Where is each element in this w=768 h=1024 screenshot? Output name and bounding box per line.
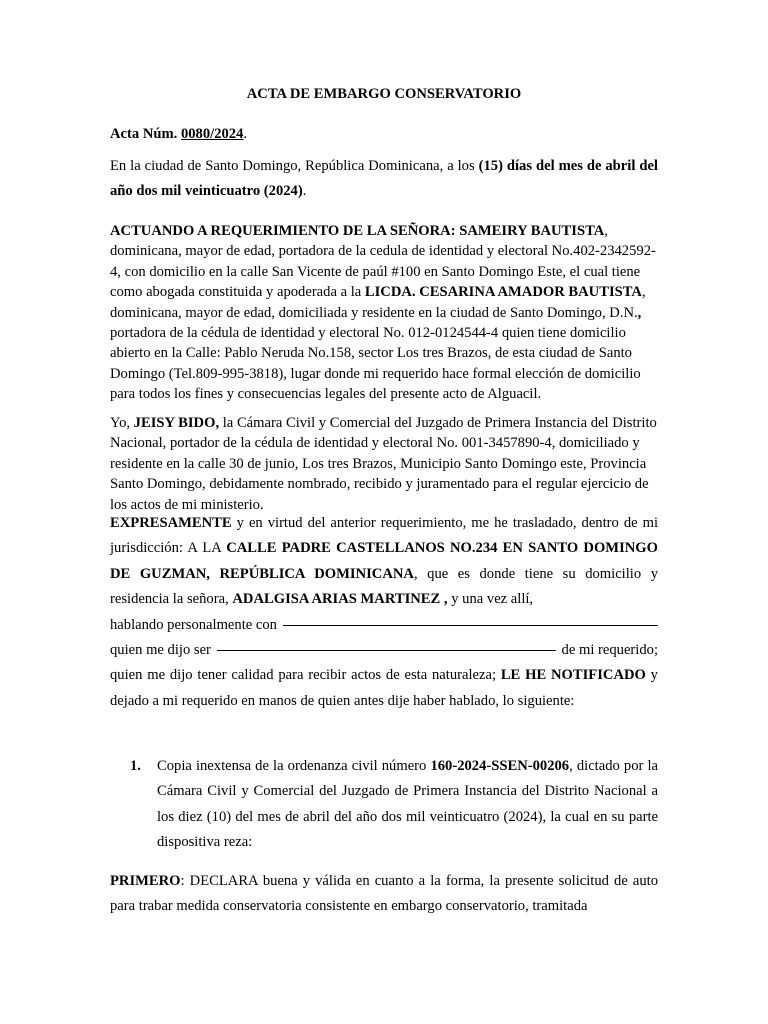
blank-rule[interactable] <box>283 625 658 626</box>
hablando-label: hablando personalmente con <box>110 616 277 633</box>
requerimiento-paragraph <box>110 221 658 405</box>
requerimiento-comma: , <box>637 304 642 321</box>
list-item-text-2: , dictado por la Cámara Civil y Comercial del Juzgado de Primera Instancia del Distrito Nacional a los diez (10) del mes de abril del año dos mil veinticuatro (2024), la cual en su parte dispositiva reza: <box>157 758 658 851</box>
abogada-name: LICDA. CESARINA AMADOR BAUTISTA <box>364 284 642 301</box>
expresamente-label: EXPRESAMENTE <box>110 515 232 531</box>
list-item-text-1: Copia inextensa de la ordenanza civil número <box>157 758 431 774</box>
list-item <box>130 754 658 856</box>
blank-rule[interactable] <box>217 650 556 651</box>
acta-label: Acta Núm. <box>110 126 178 142</box>
alguacil-text-1: Yo, <box>110 415 134 431</box>
requerimiento-text-1: , dominicana, mayor de edad, portadora de la cedula de identidad y electoral No.402-2342592-4, con domicilio en la calle San Vicente de paúl #100 en Santo Domingo Este, el cual tiene como abogada constituida y apoderada a la <box>110 223 656 301</box>
acta-end: . <box>243 126 248 142</box>
primero-text: : DECLARA buena y válida en cuanto a la forma, la presente solicitud de auto para trabar medida conservatoria consistente en embargo conservatorio, tramitada <box>110 873 658 915</box>
intro-end: . <box>302 183 307 200</box>
expresamente-text-1: y en virtud del anterior requerimiento, me he trasladado, dentro de mi jurisdicción: A LA <box>110 515 658 557</box>
document-title: ACTA DE EMBARGO CONSERVATORIO <box>246 86 522 102</box>
alguacil-text-2: la Cámara Civil y Comercial del Juzgado de Primera Instancia del Distrito Nacional, portador de la cédula de identidad y electoral No. 001-3457890-4, domiciliado y residente en la calle 30 de junio, Los tres Brazos, Municipio Santo Domingo este, Provincia Santo Domingo, debidamente nombrado, recibido y juramentado para el regular ejercicio de los actos de mi ministerio. <box>110 415 657 513</box>
alguacil-paragraph <box>110 413 658 515</box>
requerido-label: de mi requerido; <box>561 642 658 659</box>
expresamente-text-5: y dejado a mi requerido en manos de quien antes dije haber hablado, lo siguiente: <box>110 667 658 709</box>
intro-paragraph <box>110 154 658 205</box>
alguacil-name: JEISY BIDO, <box>133 415 220 431</box>
ordenanza-number: 160-2024-SSEN-00206 <box>430 758 570 774</box>
notificado-label: LE HE NOTIFICADO <box>500 667 646 684</box>
acta-number-line <box>110 126 658 143</box>
acta-number: 0080/2024 <box>180 126 244 142</box>
requerimiento-text-3: portadora de la cédula de identidad y electoral No. 012-0124544-4 quien tiene domicilio abierto en la Calle: Pablo Neruda No.158, sector Los tres Brazos, de esta ciudad de Santo Domingo (Tel.809-995-3818), lugar donde mi requerido hace formal elección de domicilio para todos los fines y consecuencias legales del presente acto de Alguacil. <box>110 325 641 403</box>
list-item-number: 1. <box>130 758 141 774</box>
expresamente-text-4: quien me dijo tener calidad para recibir actos de esta naturaleza; <box>110 667 501 684</box>
intro-date: (15) días del mes de abril del año dos mil veinticuatro (2024) <box>110 158 658 200</box>
fill-line-hablando <box>110 613 658 638</box>
intro-text: En la ciudad de Santo Domingo, República Dominicana, a los <box>110 158 479 174</box>
requerimiento-text-2: , dominicana, mayor de edad, domiciliada y residente en la ciudad de Santo Domingo, D.N. <box>110 284 646 321</box>
primero-paragraph <box>110 869 658 920</box>
expresamente-text-3: y una vez allí, <box>447 591 534 608</box>
requerida-name: ADALGISA ARIAS MARTINEZ , <box>232 591 448 608</box>
quien-label: quien me dijo ser <box>110 642 211 659</box>
requeriente-name: ACTUANDO A REQUERIMIENTO DE LA SEÑORA: SAMEIRY BAUTISTA <box>110 223 605 239</box>
numbered-list <box>130 754 658 856</box>
expresamente-text-2: , que es donde tiene su domicilio y residencia la señora, <box>110 565 658 608</box>
expresamente-paragraph <box>110 511 658 714</box>
fill-line-quien <box>110 638 658 663</box>
address-bold: CALLE PADRE CASTELLANOS NO.234 EN SANTO DOMINGO DE GUZMAN, REPÚBLICA DOMINICANA <box>110 540 658 582</box>
primero-label: PRIMERO <box>110 873 181 889</box>
